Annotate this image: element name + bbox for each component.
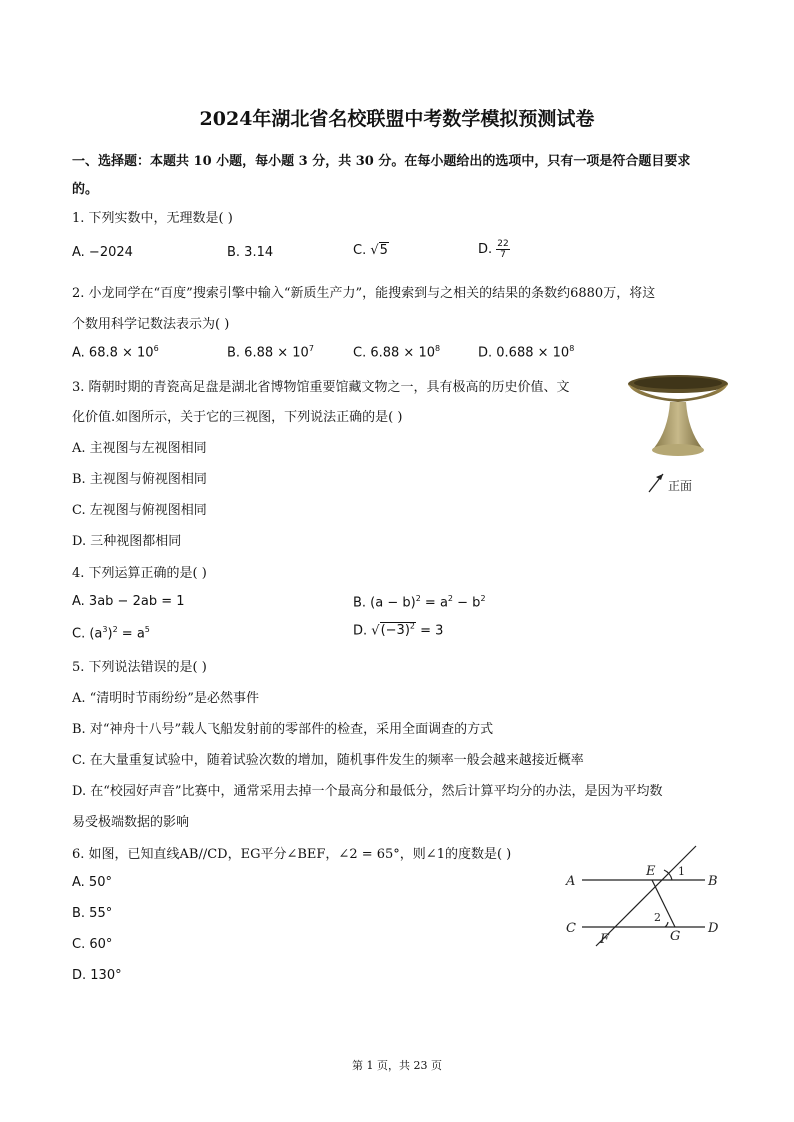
section-instructions-line1: 一、选择题：本题共 10 小题，每小题 3 分，共 30 分。在每小题给出的选项中，只有一项是符合题目要求	[72, 154, 691, 169]
transversal-line	[596, 846, 696, 946]
q3-option-a: A. 主视图与左视图相同	[72, 441, 207, 456]
q1-option-c: C. √5	[353, 243, 388, 258]
angle-2-arc	[665, 922, 668, 927]
q1-d-denominator: 7	[500, 250, 506, 260]
q2-option-d: D. $0.688 \times 10^8$	[478, 344, 575, 361]
label-angle-1: 1	[678, 865, 685, 878]
q6-option-c: C. 60°	[72, 937, 113, 952]
q3-option-c: C. 左视图与俯视图相同	[72, 503, 207, 518]
q6-option-d: D. 130°	[72, 968, 122, 983]
q5-stem: 5. 下列说法错误的是( )	[72, 660, 207, 675]
q3-line1: 3. 隋朝时期的青瓷高足盘是湖北省博物馆重要馆藏文物之一，具有极高的历史价值、文	[72, 380, 570, 395]
q5-option-d-line1: D. 在“校园好声音”比赛中，通常采用去掉一个最高分和最低分，然后计算平均分的办法，是因为平均数	[72, 784, 663, 799]
page-title: 2024年湖北省名校联盟中考数学模拟预测试卷	[199, 108, 595, 130]
q4-option-b: B. $(a - b)^2 = a^2 - b^2$	[353, 594, 486, 611]
label-c: C	[566, 921, 576, 936]
q1-option-b: B. 3.14	[227, 245, 274, 260]
label-d: D	[708, 921, 719, 936]
q5-option-c: C. 在大量重复试验中，随着试验次数的增加，随机事件发生的频率一般会越来越接近概率	[72, 753, 584, 768]
q1-option-d: D. $\frac{22}{7}$	[478, 239, 509, 260]
q2-line1: 2. 小龙同学在“百度”搜索引擎中输入“新质生产力”，能搜索到与之相关的结果的条数约6880万，将这	[72, 286, 656, 301]
q5-option-d-line2: 易受极端数据的影响	[72, 815, 190, 830]
q3-line2: 化价值.如图所示，关于它的三视图，下列说法正确的是( )	[72, 410, 403, 425]
label-e: E	[646, 864, 656, 879]
q4-option-d: D. $√(-3)^2 = 3$	[353, 622, 444, 639]
q1-c-radicand: 5	[379, 243, 388, 258]
label-g: G	[670, 929, 681, 944]
q4-option-a: A. 3ab − 2ab = 1	[72, 594, 185, 609]
q2-line2: 个数用科学记数法表示为( )	[72, 317, 230, 332]
q2-option-b: B. $6.88 \times 10^7$	[227, 344, 314, 361]
q1-d-numerator: 22	[497, 239, 509, 249]
label-angle-2: 2	[654, 911, 661, 924]
q6-option-b: B. 55°	[72, 906, 113, 921]
q2-option-c: C. $6.88 \times 10^8$	[353, 344, 441, 361]
q3-pedestal-plate-figure	[622, 370, 732, 500]
q3-option-d: D. 三种视图都相同	[72, 534, 182, 549]
q1-stem: 1. 下列实数中，无理数是( )	[72, 211, 233, 226]
label-b: B	[708, 874, 718, 889]
q4-option-c: C. $(a^3)^2 = a^5$	[72, 625, 150, 642]
q5-option-a: A. “清明时节雨纷纷”是必然事件	[72, 691, 259, 706]
section-instructions-line2: 的。	[72, 182, 99, 197]
page-footer: 第 1 页，共 23 页	[352, 1059, 442, 1072]
q6-stem: 6. 如图，已知直线AB//CD，EG平分∠BEF，∠2 = 65°，则∠1的度数是( )	[72, 847, 512, 862]
q6-parallel-lines-figure	[560, 842, 730, 952]
front-view-label: 正面	[668, 479, 693, 493]
q5-option-b: B. 对“神舟十八号”载人飞船发射前的零部件的检查，采用全面调查的方式	[72, 722, 494, 737]
q3-option-b: B. 主视图与俯视图相同	[72, 472, 207, 487]
q4-stem: 4. 下列运算正确的是( )	[72, 566, 207, 581]
label-f: F	[600, 932, 610, 947]
q2-option-a: A. $68.8 \times 10^6$	[72, 344, 159, 361]
q6-option-a: A. 50°	[72, 875, 112, 890]
q1-option-a: A. −2024	[72, 245, 133, 260]
label-a: A	[566, 874, 576, 889]
